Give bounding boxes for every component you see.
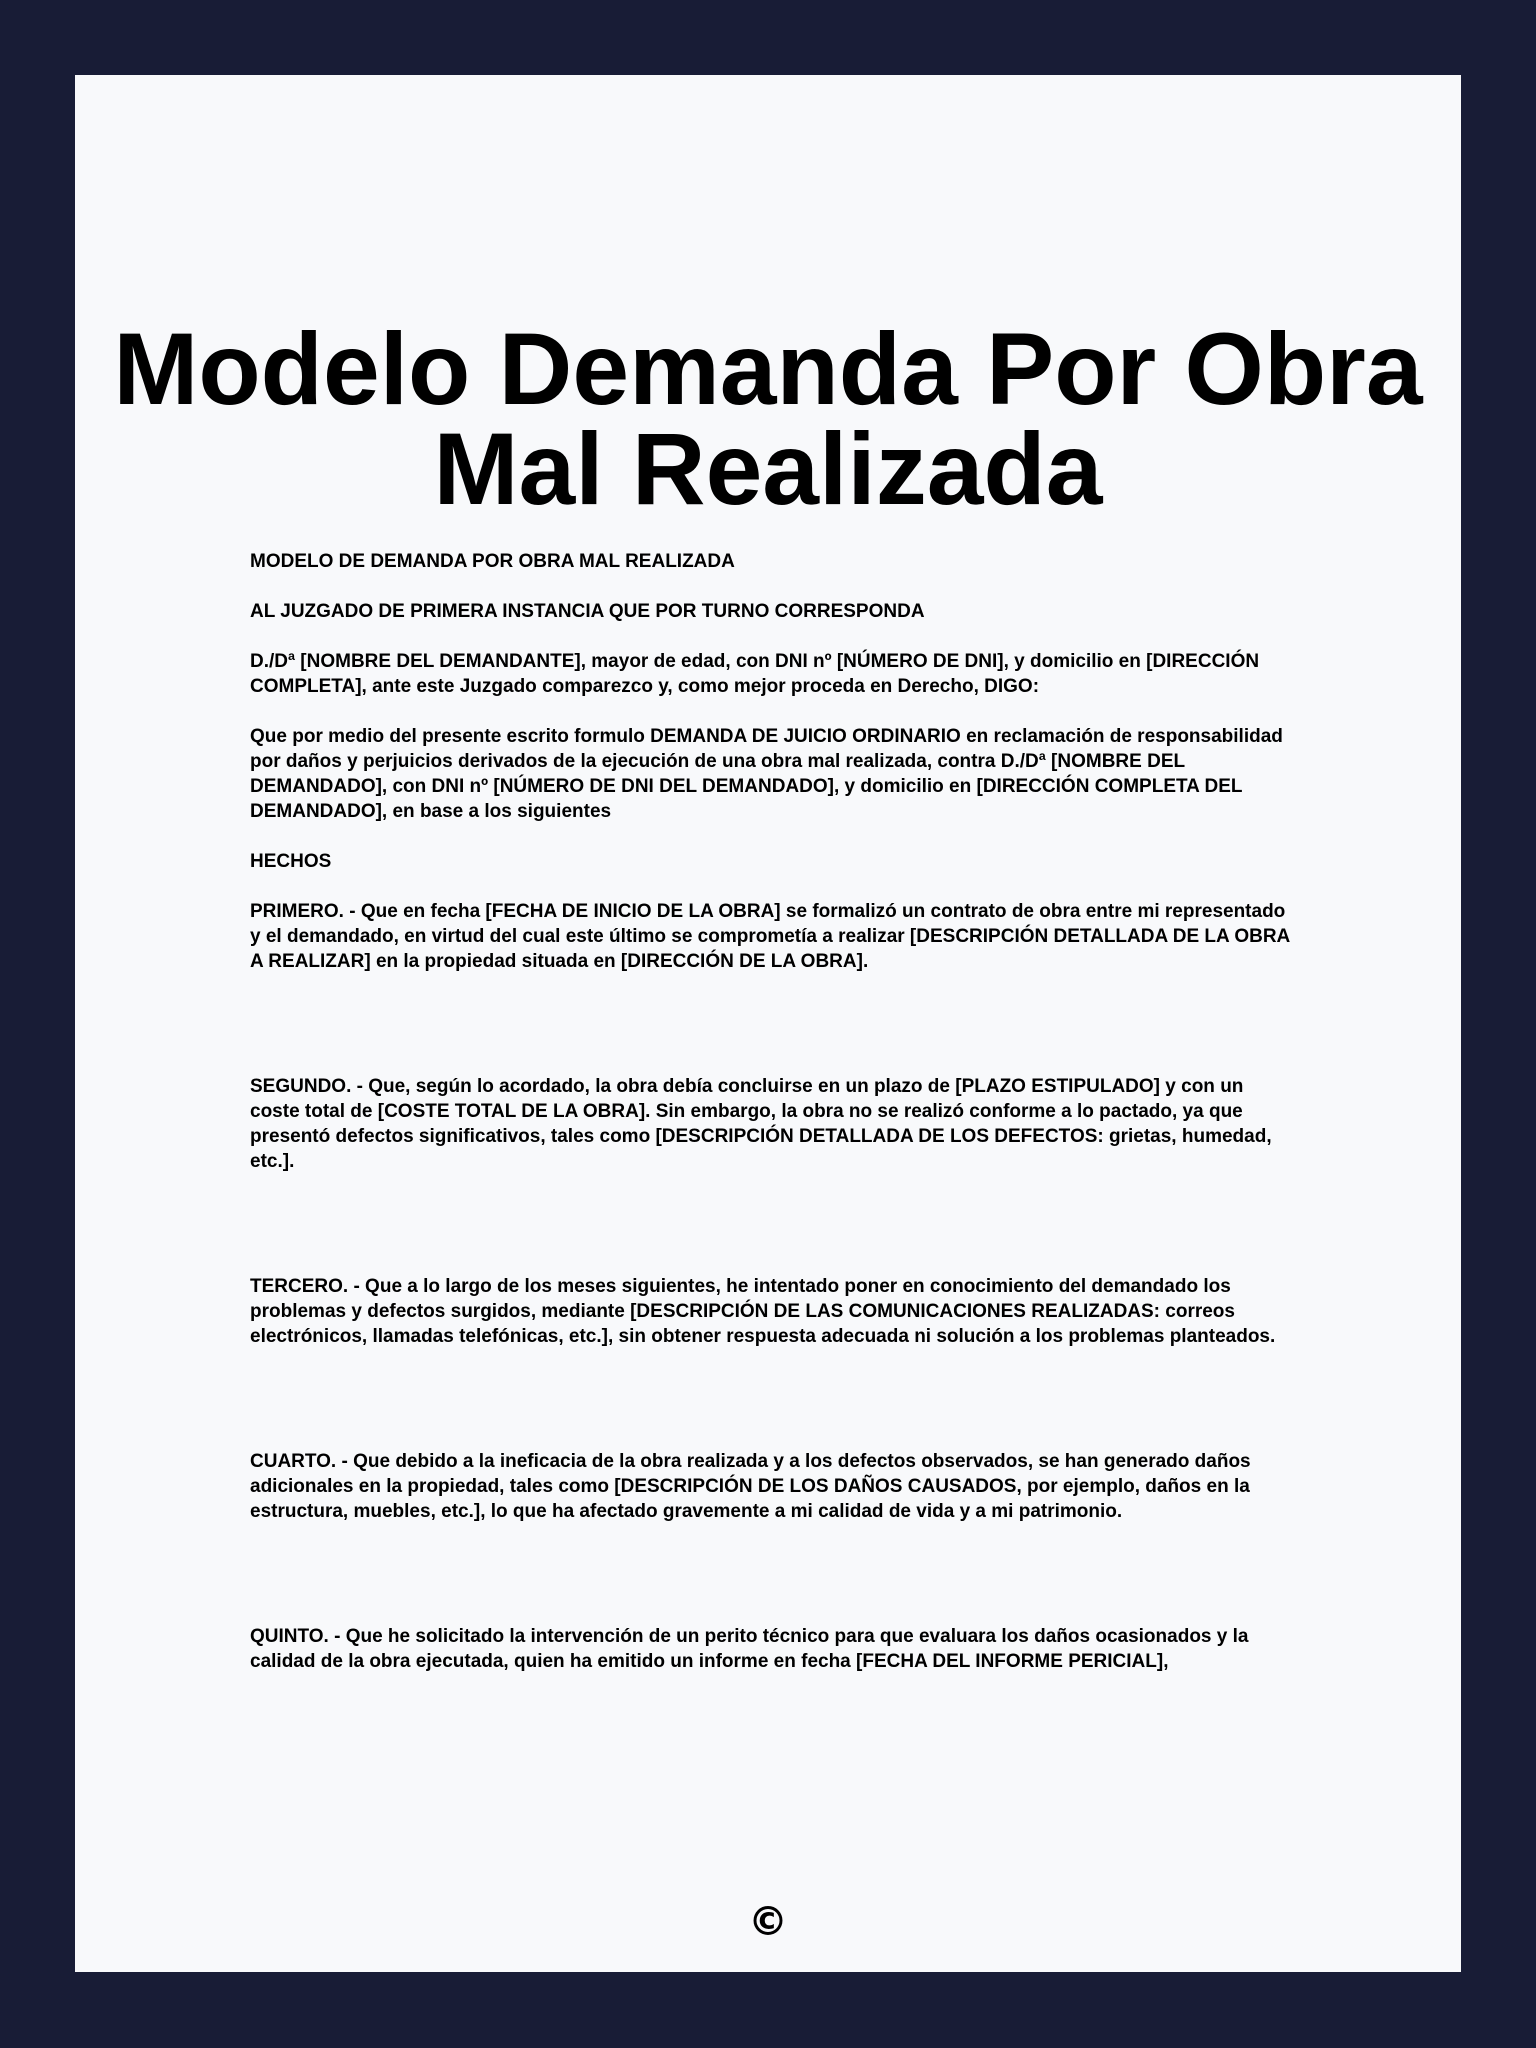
document-body [250,549,1290,1674]
claim-paragraph: Que por medio del presente escrito formulo DEMANDA DE JUICIO ORDINARIO en reclamación de responsabilidad por daños y perjuicios derivados de la ejecución de una obra mal realizada, contra D./Dª [NOMBRE DEL DEMANDADO], con DNI nº [NÚMERO DE DNI DEL DEMANDADO], y domicilio en [DIRECCIÓN COMPLETA DEL DEMANDADO], en base a los siguientes [250,726,1283,822]
court-addressee: AL JUZGADO DE PRIMERA INSTANCIA QUE POR TURNO CORRESPONDA [250,601,925,622]
document-page [75,75,1461,1972]
fact-quinto: QUINTO. - Que he solicitado la intervención de un perito técnico para que evaluara los daños ocasionados y la calidad de la obra ejecutada, quien ha emitido un informe en fecha [FECHA DEL INFORME PERICIAL], [250,1626,1249,1672]
copyright-icon: © [748,1899,788,1945]
fact-primero: PRIMERO. - Que en fecha [FECHA DE INICIO DE LA OBRA] se formalizó un contrato de obra entre mi representado y el demandado, en virtud del cual este último se comprometía a realizar [DESCRIPCIÓN DETALLADA DE LA OBRA A REALIZAR] en la propiedad situada en [DIRECCIÓN DE LA OBRA]. [250,901,1290,972]
facts-heading: HECHOS [250,851,332,872]
page-title: Modelo Demanda Por Obra Mal Realizada [113,312,1423,526]
fact-tercero: TERCERO. - Que a lo largo de los meses siguientes, he intentado poner en conocimiento del demandado los problemas y defectos surgidos, mediante [DESCRIPCIÓN DE LAS COMUNICACIONES REALIZADAS: correos electrónicos, llamadas telefónicas, etc.], sin obtener respuesta adecuada ni solución a los problemas planteados. [250,1276,1276,1347]
fact-cuarto: CUARTO. - Que debido a la ineficacia de la obra realizada y a los defectos observados, se han generado daños adicionales en la propiedad, tales como [DESCRIPCIÓN DE LOS DAÑOS CAUSADOS, por ejemplo, daños en la estructura, muebles, etc.], lo que ha afectado gravemente a mi calidad de vida y a mi patrimonio. [250,1451,1251,1522]
plaintiff-paragraph: D./Dª [NOMBRE DEL DEMANDANTE], mayor de edad, con DNI nº [NÚMERO DE DNI], y domicilio en [DIRECCIÓN COMPLETA], ante este Juzgado comparezco y, como mejor proceda en Derecho, DIGO: [250,651,1260,697]
fact-segundo: SEGUNDO. - Que, según lo acordado, la obra debía concluirse en un plazo de [PLAZO ESTIPULADO] y con un coste total de [COSTE TOTAL DE LA OBRA]. Sin embargo, la obra no se realizó conforme a lo pactado, ya que presentó defectos significativos, tales como [DESCRIPCIÓN DETALLADA DE LOS DEFECTOS: grietas, humedad, etc.]. [250,1076,1272,1172]
document-heading: MODELO DE DEMANDA POR OBRA MAL REALIZADA [250,551,735,572]
